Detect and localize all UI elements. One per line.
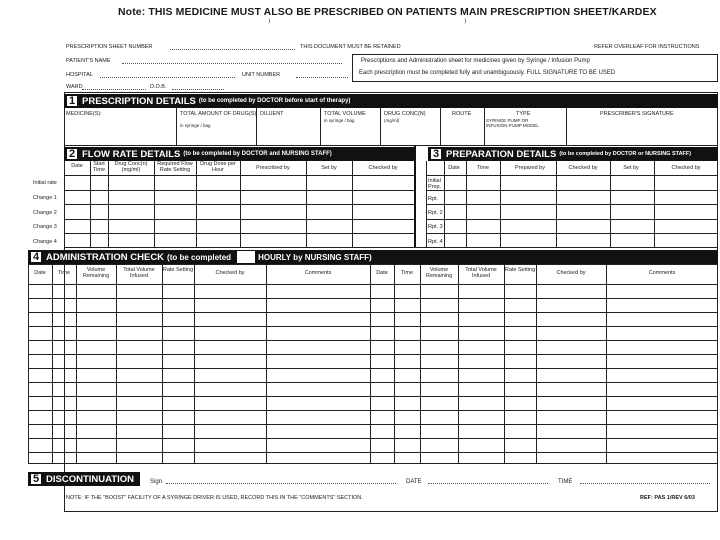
s4-col-date-2: Date <box>376 270 388 276</box>
form-ref: REF: PAS 1/REV 6/03 <box>640 495 695 501</box>
section-4-bar <box>28 250 718 264</box>
s2-col-set-by: Set by <box>321 165 337 171</box>
s2-col-start-time: Start Time <box>92 161 106 173</box>
col-diluent: DILUENT <box>260 111 284 117</box>
section-1-title: PRESCRIPTION DETAILS <box>82 95 196 107</box>
s3-col-date: Date <box>448 165 460 171</box>
prescription-sheet-number-field[interactable] <box>170 43 295 50</box>
unit-number-field[interactable] <box>296 71 348 78</box>
s2-col-flow-rate: Required Flow Rate Setting <box>157 161 193 173</box>
s3-row-rpt: Rpt. <box>428 196 439 202</box>
punch-mark: ⁾ <box>268 18 271 29</box>
sign-field[interactable] <box>166 477 396 484</box>
hospital-field[interactable] <box>100 71 235 78</box>
unit-number-label: UNIT NUMBER <box>242 72 281 78</box>
s3-row-rpt-2: Rpt. 2 <box>428 210 443 216</box>
ward-field[interactable] <box>82 83 146 90</box>
col-medicines: MEDICINE(S): <box>66 111 102 117</box>
ward-label: WARD <box>66 84 83 90</box>
sign-label: Sign <box>150 479 163 485</box>
s3-col-prepared-by: Prepared by <box>515 165 545 171</box>
section-2-bar <box>64 147 414 161</box>
s4-col-time: Time <box>57 270 71 276</box>
s2-row-change-1: Change 1 <box>33 195 57 201</box>
section-2-number: 2 <box>66 148 78 160</box>
s3-col-time: Time <box>476 165 490 171</box>
s4-col-checked-by: Checked by <box>215 270 245 276</box>
s2-col-drug-conc: Drug Conc(n) (mg/ml) <box>114 161 148 173</box>
s2-row-initial: Initial rate <box>33 180 57 186</box>
retained-notice: THIS DOCUMENT MUST BE RETAINED <box>300 44 401 50</box>
discontinuation-time-label: TIME <box>558 479 573 485</box>
s2-col-checked-by: Checked by <box>368 165 398 171</box>
s2-row-change-3: Change 3 <box>33 224 57 230</box>
section-1-subtitle: (to be completed by DOCTOR before start of therapy) <box>198 98 351 104</box>
s4-col-total-volume-2: Total Volume Infused <box>465 267 497 279</box>
section-3-bar <box>428 147 718 161</box>
col-total-amount-sub: in syringe / bag <box>180 123 211 128</box>
info-box <box>352 54 718 82</box>
s3-col-set-by: Set by <box>623 165 639 171</box>
info-box-line1: Prescriptions and Administration sheet for medicines given by Syringe / Infusion Pump <box>361 58 590 64</box>
section-2-subtitle: (to be completed by DOCTOR and NURSING STAFF) <box>183 151 332 157</box>
dob-label: D.O.B. <box>150 84 167 90</box>
col-type-options: SYRINGE PUMP OR INFUSION PUMP MODEL <box>486 118 539 128</box>
section-4-title: ADMINISTRATION CHECK <box>46 251 165 263</box>
col-total-volume: TOTAL VOLUME <box>324 111 366 117</box>
patients-name-label: PATIENT'S NAME <box>66 58 111 64</box>
col-prescriber-signature: PRESCRIBER'S SIGNATURE <box>600 111 674 117</box>
info-box-line2: Each prescription must be completed fully and unambiguously. FULL SIGNATURE TO BE USED <box>359 70 616 76</box>
s4-col-volume-remaining-2: Volume Remaining <box>425 267 453 279</box>
prescription-sheet-number-label: PRESCRIPTION SHEET NUMBER <box>66 44 153 50</box>
section-3-subtitle: (to be completed by DOCTOR or NURSING STAFF) <box>559 151 692 157</box>
col-total-volume-sub: in syringe / bag <box>324 118 355 123</box>
col-type: TYPE <box>516 111 531 117</box>
s4-col-date: Date <box>34 270 46 276</box>
s3-row-rpt-4: Rpt. 4 <box>428 239 443 245</box>
discontinuation-date-field[interactable] <box>428 477 548 484</box>
discontinuation-time-field[interactable] <box>580 477 710 484</box>
punch-mark: ⁾ <box>464 18 467 29</box>
s3-row-rpt-3: Rpt. 3 <box>428 224 443 230</box>
col-drug-conc: DRUG CONC(N) <box>384 111 426 117</box>
hospital-label: HOSPITAL <box>66 72 93 78</box>
s2-col-prescribed-by: Prescribed by <box>256 165 290 171</box>
s4-col-checked-by-2: Checked by <box>556 270 586 276</box>
s4-col-rate-setting: Rate Setting <box>162 267 194 273</box>
s2-col-date: Date <box>71 163 83 169</box>
s2-row-change-2: Change 2 <box>33 210 57 216</box>
col-drug-conc-sub: (mg/ml) <box>384 118 400 123</box>
s2-col-dose-hour: Drug Dose per Hour <box>200 161 236 173</box>
patients-name-field[interactable] <box>122 57 342 64</box>
col-total-amount: TOTAL AMOUNT OF DRUG(S) <box>180 111 257 117</box>
s4-col-comments-2: Comments <box>648 270 676 276</box>
s4-col-volume-remaining: Volume Remaining <box>82 267 110 279</box>
section-1-bar <box>64 94 718 108</box>
s4-col-time-2: Time <box>400 270 414 276</box>
s3-row-initial: Initial Prep. <box>428 178 442 190</box>
s2-row-change-4: Change 4 <box>33 239 57 245</box>
s4-col-rate-setting-2: Rate Setting <box>504 267 536 273</box>
section-4-subtitle-b: HOURLY by NURSING STAFF) <box>258 252 372 262</box>
section-5-number: 5 <box>30 473 42 485</box>
discontinuation-date-label: DATE <box>406 479 422 485</box>
dob-field[interactable] <box>172 83 224 90</box>
section-3-title: PREPARATION DETAILS <box>446 148 557 160</box>
s3-col-checked-by: Checked by <box>568 165 598 171</box>
s4-col-comments: Comments <box>304 270 332 276</box>
section-1-number: 1 <box>66 95 78 107</box>
section-4-number: 4 <box>30 251 42 263</box>
section-4-blank-box <box>237 251 255 263</box>
section-4-subtitle-a: (to be completed <box>167 252 232 262</box>
s3-col-checked-by-2: Checked by <box>671 165 701 171</box>
refer-overleaf: REFER OVERLEAF FOR INSTRUCTIONS <box>594 44 700 50</box>
section-3-number: 3 <box>430 148 442 160</box>
section-5-bar <box>28 472 140 486</box>
col-route: ROUTE <box>452 111 472 117</box>
section-5-title: DISCONTINUATION <box>46 473 134 485</box>
section-2-title: FLOW RATE DETAILS <box>82 148 181 160</box>
page-note: Note: THIS MEDICINE MUST ALSO BE PRESCRIBED ON PATIENTS MAIN PRESCRIPTION SHEET/KARDEX <box>118 6 657 18</box>
admin-table <box>28 264 718 464</box>
boost-note: NOTE: IF THE "BOOST" FACILITY OF A SYRINGE DRIVER IS USED, RECORD THIS IN THE "COMMENTS" SECTION. <box>66 495 363 501</box>
s4-col-total-volume: Total Volume Infused <box>123 267 155 279</box>
